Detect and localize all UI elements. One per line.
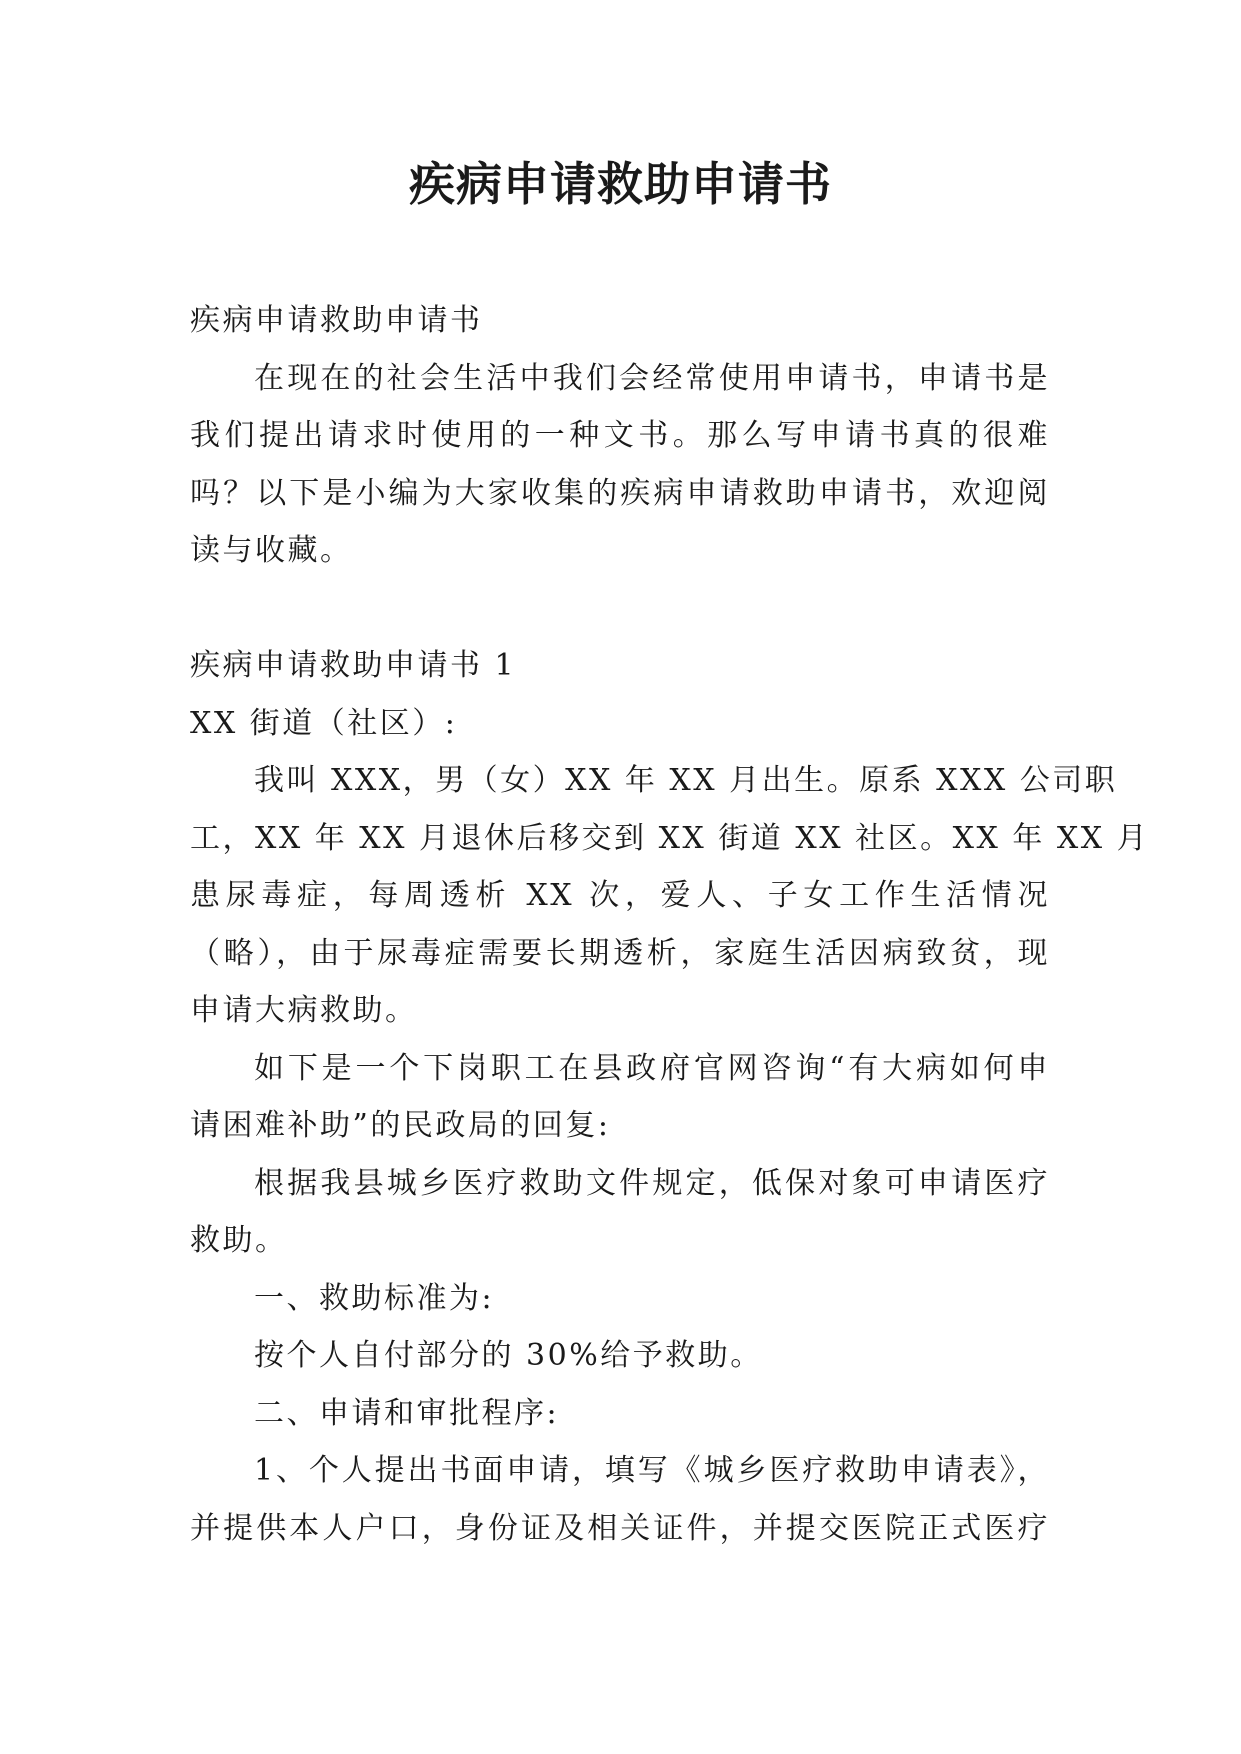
policy-line-1: 根据我县城乡医疗救助文件规定，低保对象可申请医疗: [254, 1165, 1050, 1201]
standard-text: 按个人自付部分的 30%给予救助。: [254, 1338, 763, 1373]
letter-line-5: 申请大病救助。: [190, 993, 418, 1028]
blank-line: [190, 580, 1050, 638]
procedure-line-1: 1、个人提出书面申请，填写《城乡医疗救助申请表》，: [254, 1453, 1050, 1488]
section-heading: 疾病申请救助申请书 1: [190, 648, 517, 683]
intro-line-3: 吗？以下是小编为大家收集的疾病申请救助申请书，欢迎阅: [190, 475, 1050, 511]
letter-line-3: 患尿毒症，每周透析 XX 次，爱人、子女工作生活情况: [190, 878, 1050, 913]
addressee: XX 街道（社区）:: [190, 705, 458, 741]
procedure-heading: 二、申请和审批程序:: [254, 1395, 560, 1431]
intro-line-2: 我们提出请求时使用的一种文书。那么写申请书真的很难: [190, 418, 1050, 453]
document-title: 疾病申请救助申请书: [409, 157, 832, 211]
document-body: [190, 292, 1150, 1557]
procedure-line-2: 并提供本人户口，身份证及相关证件，并提交医院正式医疗: [190, 1510, 1050, 1546]
intro-line-1: 在现在的社会生活中我们会经常使用申请书，申请书是: [254, 360, 1050, 396]
letter-line-4: （略），由于尿毒症需要长期透析，家庭生活因病致贫，现: [190, 935, 1050, 971]
letter-line-2: 工，XX 年 XX 月退休后移交到 XX 街道 XX 社区。XX 年 XX 月: [190, 820, 1150, 856]
standard-heading: 一、救助标准为:: [254, 1280, 495, 1316]
subtitle: 疾病申请救助申请书: [190, 303, 483, 338]
policy-line-2: 救助。: [190, 1223, 288, 1258]
reply-intro-line-1: 如下是一个下岗职工在县政府官网咨询“有大病如何申: [254, 1050, 1050, 1086]
reply-intro-line-2: 请困难补助”的民政局的回复:: [190, 1108, 611, 1143]
intro-line-4: 读与收藏。: [190, 533, 353, 568]
letter-line-1: 我叫 XXX，男（女）XX 年 XX 月出生。原系 XXX 公司职: [254, 763, 1118, 798]
